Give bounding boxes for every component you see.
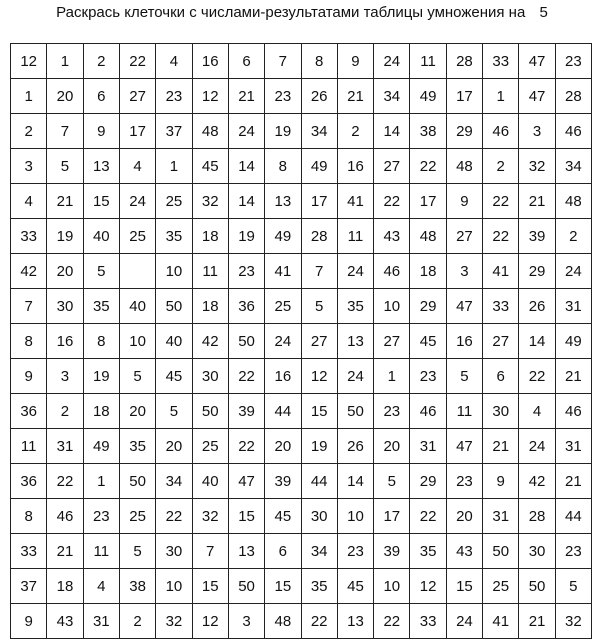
worksheet-title xyxy=(0,2,604,24)
grid-cell[interactable]: 4 xyxy=(156,44,192,79)
grid-cell[interactable]: 47 xyxy=(228,464,264,499)
grid-cell[interactable]: 28 xyxy=(446,44,482,79)
grid-cell[interactable]: 24 xyxy=(374,44,410,79)
grid-cell[interactable]: 21 xyxy=(519,604,555,639)
grid-cell[interactable]: 7 xyxy=(265,44,301,79)
grid-cell[interactable]: 10 xyxy=(156,254,192,289)
grid-cell[interactable]: 24 xyxy=(265,324,301,359)
grid-cell[interactable]: 45 xyxy=(156,359,192,394)
grid-cell[interactable]: 7 xyxy=(301,254,337,289)
grid-cell[interactable]: 9 xyxy=(11,604,47,639)
grid-cell[interactable]: 32 xyxy=(156,604,192,639)
grid-cell[interactable]: 15 xyxy=(83,184,119,219)
grid-cell[interactable]: 4 xyxy=(11,184,47,219)
grid-cell[interactable]: 49 xyxy=(83,429,119,464)
grid-cell[interactable]: 14 xyxy=(519,324,555,359)
grid-cell[interactable]: 8 xyxy=(11,324,47,359)
grid-cell[interactable]: 48 xyxy=(555,184,591,219)
grid-cell[interactable]: 12 xyxy=(192,604,228,639)
grid-row xyxy=(11,44,592,79)
grid-cell[interactable]: 44 xyxy=(555,499,591,534)
title-text: Раскрась клеточки с числами-результатами таблицы умножения на xyxy=(56,4,526,21)
grid-cell[interactable]: 50 xyxy=(192,394,228,429)
grid-cell[interactable]: 10 xyxy=(156,569,192,604)
grid-row xyxy=(11,429,592,464)
grid-cell[interactable]: 17 xyxy=(410,184,446,219)
grid-row xyxy=(11,604,592,639)
grid-cell[interactable]: 11 xyxy=(192,254,228,289)
grid-cell[interactable]: 45 xyxy=(337,569,373,604)
grid-cell[interactable]: 25 xyxy=(192,429,228,464)
grid-row xyxy=(11,499,592,534)
grid-cell[interactable]: 2 xyxy=(11,114,47,149)
grid-cell[interactable]: 24 xyxy=(519,429,555,464)
grid-cell[interactable]: 30 xyxy=(156,534,192,569)
grid-cell[interactable]: 4 xyxy=(83,569,119,604)
grid-cell[interactable]: 20 xyxy=(446,499,482,534)
grid-cell[interactable]: 16 xyxy=(446,324,482,359)
grid-cell[interactable]: 37 xyxy=(11,569,47,604)
grid-cell[interactable]: 33 xyxy=(483,44,519,79)
grid-cell[interactable]: 5 xyxy=(83,254,119,289)
grid-cell[interactable]: 23 xyxy=(156,79,192,114)
grid-cell[interactable]: 36 xyxy=(11,394,47,429)
grid-cell[interactable]: 13 xyxy=(228,534,264,569)
grid-cell[interactable]: 35 xyxy=(410,534,446,569)
grid-cell[interactable]: 41 xyxy=(337,184,373,219)
grid-cell[interactable]: 21 xyxy=(555,464,591,499)
grid-cell[interactable]: 15 xyxy=(446,569,482,604)
grid-cell[interactable]: 23 xyxy=(555,534,591,569)
grid-cell[interactable]: 39 xyxy=(374,534,410,569)
grid-cell[interactable]: 3 xyxy=(11,149,47,184)
grid-cell[interactable]: 33 xyxy=(483,289,519,324)
grid-cell[interactable]: 35 xyxy=(156,219,192,254)
grid-cell[interactable]: 32 xyxy=(192,184,228,219)
grid-cell[interactable]: 18 xyxy=(410,254,446,289)
grid-cell[interactable]: 24 xyxy=(555,254,591,289)
grid-cell[interactable]: 23 xyxy=(337,534,373,569)
grid-cell[interactable]: 25 xyxy=(265,289,301,324)
grid-cell[interactable]: 45 xyxy=(410,324,446,359)
grid-cell[interactable]: 5 xyxy=(374,464,410,499)
grid-row xyxy=(11,149,592,184)
grid-cell[interactable]: 22 xyxy=(483,184,519,219)
grid-cell[interactable]: 27 xyxy=(374,149,410,184)
grid-cell[interactable]: 43 xyxy=(446,534,482,569)
grid-cell[interactable]: 15 xyxy=(301,394,337,429)
grid-cell[interactable]: 12 xyxy=(410,569,446,604)
grid-cell[interactable]: 8 xyxy=(265,149,301,184)
grid-cell[interactable]: 11 xyxy=(11,429,47,464)
grid-cell[interactable]: 18 xyxy=(192,219,228,254)
grid-cell[interactable]: 48 xyxy=(446,149,482,184)
grid-cell[interactable]: 20 xyxy=(119,394,155,429)
grid-cell[interactable]: 27 xyxy=(119,79,155,114)
grid-cell[interactable]: 6 xyxy=(228,44,264,79)
grid-cell[interactable]: 35 xyxy=(119,429,155,464)
grid-cell[interactable]: 31 xyxy=(555,429,591,464)
grid-cell[interactable]: 40 xyxy=(192,464,228,499)
grid-cell[interactable]: 15 xyxy=(265,569,301,604)
grid-cell[interactable]: 17 xyxy=(301,184,337,219)
grid-cell[interactable]: 31 xyxy=(483,499,519,534)
grid-cell[interactable]: 31 xyxy=(83,604,119,639)
grid-cell[interactable]: 27 xyxy=(483,324,519,359)
grid-cell[interactable]: 11 xyxy=(410,44,446,79)
grid-cell[interactable]: 14 xyxy=(374,114,410,149)
grid-cell[interactable]: 2 xyxy=(337,114,373,149)
grid-cell[interactable]: 19 xyxy=(47,219,83,254)
grid-cell[interactable]: 24 xyxy=(337,359,373,394)
grid-cell[interactable]: 28 xyxy=(301,219,337,254)
grid-cell[interactable]: 10 xyxy=(374,289,410,324)
grid-cell[interactable]: 27 xyxy=(301,324,337,359)
grid-cell[interactable]: 22 xyxy=(47,464,83,499)
grid-cell[interactable]: 27 xyxy=(374,324,410,359)
grid-cell[interactable]: 19 xyxy=(228,219,264,254)
grid-cell[interactable]: 33 xyxy=(11,219,47,254)
grid-cell[interactable]: 13 xyxy=(337,324,373,359)
multiplier-value: 5 xyxy=(539,4,548,21)
grid-cell[interactable]: 18 xyxy=(83,394,119,429)
grid-row xyxy=(11,184,592,219)
grid-cell[interactable]: 35 xyxy=(337,289,373,324)
grid-cell[interactable]: 1 xyxy=(47,44,83,79)
grid-cell[interactable]: 30 xyxy=(47,289,83,324)
grid-cell[interactable]: 6 xyxy=(83,79,119,114)
grid-row xyxy=(11,359,592,394)
grid-cell[interactable]: 1 xyxy=(374,359,410,394)
grid-cell[interactable]: 22 xyxy=(119,44,155,79)
grid-cell[interactable]: 8 xyxy=(11,499,47,534)
grid-cell[interactable]: 16 xyxy=(337,149,373,184)
grid-cell[interactable]: 30 xyxy=(301,499,337,534)
grid-cell[interactable]: 21 xyxy=(337,79,373,114)
grid-cell[interactable]: 25 xyxy=(483,569,519,604)
grid-cell[interactable]: 42 xyxy=(11,254,47,289)
grid-cell[interactable]: 50 xyxy=(483,534,519,569)
grid-cell[interactable]: 28 xyxy=(555,79,591,114)
grid-cell[interactable]: 22 xyxy=(410,149,446,184)
grid-cell[interactable]: 50 xyxy=(337,394,373,429)
grid-cell[interactable]: 34 xyxy=(301,534,337,569)
grid-cell[interactable]: 39 xyxy=(265,464,301,499)
grid-cell[interactable]: 3 xyxy=(228,604,264,639)
grid-cell[interactable]: 37 xyxy=(156,114,192,149)
grid-row xyxy=(11,289,592,324)
grid-cell[interactable]: 5 xyxy=(156,394,192,429)
grid-cell[interactable]: 39 xyxy=(519,219,555,254)
grid-cell[interactable]: 33 xyxy=(410,604,446,639)
grid-cell[interactable]: 19 xyxy=(83,359,119,394)
grid-cell[interactable]: 47 xyxy=(446,289,482,324)
grid-row xyxy=(11,79,592,114)
grid-cell[interactable]: 44 xyxy=(265,394,301,429)
grid-cell[interactable]: 27 xyxy=(446,219,482,254)
grid-cell[interactable]: 21 xyxy=(47,534,83,569)
grid-cell[interactable]: 23 xyxy=(555,44,591,79)
grid-cell[interactable]: 46 xyxy=(555,114,591,149)
grid-cell[interactable]: 26 xyxy=(337,429,373,464)
grid-cell[interactable]: 5 xyxy=(47,149,83,184)
grid-cell[interactable]: 30 xyxy=(519,534,555,569)
grid-cell[interactable]: 33 xyxy=(11,534,47,569)
grid-cell[interactable]: 21 xyxy=(47,184,83,219)
grid-cell[interactable]: 23 xyxy=(228,254,264,289)
grid-cell[interactable]: 44 xyxy=(301,464,337,499)
grid-cell[interactable]: 16 xyxy=(265,359,301,394)
grid-cell[interactable]: 31 xyxy=(47,429,83,464)
grid-cell[interactable]: 24 xyxy=(119,184,155,219)
grid-cell[interactable]: 20 xyxy=(47,254,83,289)
grid-cell[interactable]: 5 xyxy=(301,289,337,324)
grid-cell[interactable]: 38 xyxy=(119,569,155,604)
grid-cell[interactable]: 24 xyxy=(446,604,482,639)
grid-cell[interactable]: 39 xyxy=(228,394,264,429)
grid-cell[interactable]: 15 xyxy=(228,499,264,534)
grid-cell[interactable]: 3 xyxy=(519,114,555,149)
grid-cell[interactable]: 23 xyxy=(410,359,446,394)
grid-cell[interactable]: 22 xyxy=(410,499,446,534)
grid-cell[interactable]: 15 xyxy=(192,569,228,604)
grid-cell[interactable]: 10 xyxy=(119,324,155,359)
grid-cell[interactable]: 7 xyxy=(47,114,83,149)
grid-cell[interactable]: 2 xyxy=(47,394,83,429)
grid-cell[interactable]: 4 xyxy=(519,394,555,429)
grid-cell[interactable]: 24 xyxy=(337,254,373,289)
grid-row xyxy=(11,394,592,429)
grid-cell[interactable]: 9 xyxy=(483,464,519,499)
grid-cell[interactable]: 20 xyxy=(156,429,192,464)
grid-cell[interactable]: 49 xyxy=(265,219,301,254)
grid-cell[interactable]: 40 xyxy=(119,289,155,324)
grid-cell[interactable]: 41 xyxy=(483,254,519,289)
grid-row xyxy=(11,569,592,604)
grid-cell[interactable]: 6 xyxy=(265,534,301,569)
grid-cell[interactable]: 26 xyxy=(301,79,337,114)
grid-row xyxy=(11,114,592,149)
grid-cell[interactable]: 48 xyxy=(192,114,228,149)
grid-row xyxy=(11,534,592,569)
grid-cell[interactable]: 50 xyxy=(119,464,155,499)
grid-cell[interactable]: 31 xyxy=(555,289,591,324)
grid-cell[interactable]: 48 xyxy=(410,219,446,254)
grid-cell[interactable]: 1 xyxy=(11,79,47,114)
number-grid xyxy=(10,43,592,639)
grid-cell[interactable]: 19 xyxy=(265,114,301,149)
grid-cell[interactable]: 5 xyxy=(446,359,482,394)
grid-cell[interactable]: 7 xyxy=(192,534,228,569)
grid-cell[interactable]: 1 xyxy=(156,149,192,184)
grid-cell[interactable]: 14 xyxy=(337,464,373,499)
grid-cell[interactable]: 22 xyxy=(483,219,519,254)
grid-cell[interactable]: 35 xyxy=(301,569,337,604)
grid-cell[interactable] xyxy=(119,254,155,289)
grid-row xyxy=(11,324,592,359)
grid-cell[interactable]: 13 xyxy=(83,149,119,184)
grid-cell[interactable]: 13 xyxy=(337,604,373,639)
grid-cell[interactable]: 11 xyxy=(337,219,373,254)
grid-cell[interactable]: 32 xyxy=(519,149,555,184)
grid-cell[interactable]: 5 xyxy=(119,534,155,569)
grid-cell[interactable]: 2 xyxy=(83,44,119,79)
grid-cell[interactable]: 3 xyxy=(47,359,83,394)
grid-cell[interactable]: 45 xyxy=(192,149,228,184)
grid-cell[interactable]: 9 xyxy=(11,359,47,394)
grid-cell[interactable]: 50 xyxy=(228,324,264,359)
grid-cell[interactable]: 43 xyxy=(47,604,83,639)
grid-cell[interactable]: 8 xyxy=(301,44,337,79)
grid-cell[interactable]: 21 xyxy=(555,359,591,394)
grid-cell[interactable]: 3 xyxy=(446,254,482,289)
grid-cell[interactable]: 6 xyxy=(483,359,519,394)
grid-cell[interactable]: 9 xyxy=(446,184,482,219)
grid-cell[interactable]: 19 xyxy=(301,429,337,464)
grid-cell[interactable]: 46 xyxy=(374,254,410,289)
grid-cell[interactable]: 31 xyxy=(410,429,446,464)
grid-cell[interactable]: 21 xyxy=(228,79,264,114)
grid-cell[interactable]: 17 xyxy=(374,499,410,534)
grid-cell[interactable]: 29 xyxy=(410,464,446,499)
grid-cell[interactable]: 41 xyxy=(265,254,301,289)
grid-cell[interactable]: 10 xyxy=(374,569,410,604)
grid-cell[interactable]: 45 xyxy=(265,499,301,534)
grid-cell[interactable]: 25 xyxy=(156,184,192,219)
grid-cell[interactable]: 29 xyxy=(410,289,446,324)
grid-cell[interactable]: 34 xyxy=(374,79,410,114)
grid-cell[interactable]: 11 xyxy=(446,394,482,429)
grid-cell[interactable]: 14 xyxy=(228,149,264,184)
grid-cell[interactable]: 42 xyxy=(519,464,555,499)
grid-cell[interactable]: 47 xyxy=(519,79,555,114)
grid-cell[interactable]: 12 xyxy=(192,79,228,114)
grid-cell[interactable]: 48 xyxy=(265,604,301,639)
grid-cell[interactable]: 26 xyxy=(519,289,555,324)
grid-cell[interactable]: 34 xyxy=(156,464,192,499)
grid-cell[interactable]: 30 xyxy=(192,359,228,394)
grid-cell[interactable]: 2 xyxy=(483,149,519,184)
grid-cell[interactable]: 22 xyxy=(301,604,337,639)
grid-cell[interactable]: 25 xyxy=(119,219,155,254)
grid-cell[interactable]: 22 xyxy=(228,429,264,464)
grid-cell[interactable]: 34 xyxy=(301,114,337,149)
grid-cell[interactable]: 17 xyxy=(119,114,155,149)
grid-cell[interactable]: 24 xyxy=(228,114,264,149)
grid-cell[interactable]: 46 xyxy=(47,499,83,534)
grid-cell[interactable]: 49 xyxy=(555,324,591,359)
grid-cell[interactable]: 50 xyxy=(519,569,555,604)
grid-cell[interactable]: 46 xyxy=(483,114,519,149)
grid-cell[interactable]: 47 xyxy=(519,44,555,79)
grid-cell[interactable]: 46 xyxy=(555,394,591,429)
grid-cell[interactable]: 41 xyxy=(483,604,519,639)
grid-cell[interactable]: 16 xyxy=(192,44,228,79)
grid-cell[interactable]: 21 xyxy=(483,429,519,464)
grid-cell[interactable]: 7 xyxy=(11,289,47,324)
grid-cell[interactable]: 17 xyxy=(446,79,482,114)
grid-cell[interactable]: 22 xyxy=(374,604,410,639)
grid-cell[interactable]: 50 xyxy=(156,289,192,324)
grid-cell[interactable]: 50 xyxy=(228,569,264,604)
grid-cell[interactable]: 20 xyxy=(265,429,301,464)
grid-cell[interactable]: 32 xyxy=(555,604,591,639)
grid-cell[interactable]: 34 xyxy=(555,149,591,184)
grid-cell[interactable]: 12 xyxy=(301,359,337,394)
grid-cell[interactable]: 13 xyxy=(265,184,301,219)
grid-cell[interactable]: 38 xyxy=(410,114,446,149)
grid-cell[interactable]: 5 xyxy=(119,359,155,394)
grid-cell[interactable]: 18 xyxy=(47,569,83,604)
grid-cell[interactable]: 9 xyxy=(337,44,373,79)
grid-row xyxy=(11,464,592,499)
grid-cell[interactable]: 22 xyxy=(519,359,555,394)
grid-cell[interactable]: 22 xyxy=(374,184,410,219)
grid-cell[interactable]: 43 xyxy=(374,219,410,254)
grid-cell[interactable]: 1 xyxy=(83,464,119,499)
grid-cell[interactable]: 16 xyxy=(47,324,83,359)
grid-cell[interactable]: 36 xyxy=(228,289,264,324)
grid-cell[interactable]: 12 xyxy=(11,44,47,79)
grid-cell[interactable]: 22 xyxy=(156,499,192,534)
grid-row xyxy=(11,219,592,254)
grid-cell[interactable]: 29 xyxy=(519,254,555,289)
grid-cell[interactable]: 5 xyxy=(555,569,591,604)
grid-cell[interactable]: 20 xyxy=(374,429,410,464)
grid-cell[interactable]: 9 xyxy=(83,114,119,149)
grid-cell[interactable]: 35 xyxy=(83,289,119,324)
grid-cell[interactable]: 49 xyxy=(301,149,337,184)
grid-cell[interactable]: 23 xyxy=(83,499,119,534)
grid-row xyxy=(11,254,592,289)
grid-cell[interactable]: 47 xyxy=(446,429,482,464)
grid-cell[interactable]: 32 xyxy=(192,499,228,534)
grid-cell[interactable]: 20 xyxy=(47,79,83,114)
grid-cell[interactable]: 10 xyxy=(337,499,373,534)
grid-cell[interactable]: 40 xyxy=(156,324,192,359)
grid-cell[interactable]: 23 xyxy=(265,79,301,114)
grid-cell[interactable]: 8 xyxy=(83,324,119,359)
grid-cell[interactable]: 46 xyxy=(410,394,446,429)
grid-cell[interactable]: 28 xyxy=(519,499,555,534)
grid-cell[interactable]: 25 xyxy=(119,499,155,534)
grid-cell[interactable]: 23 xyxy=(446,464,482,499)
grid-cell[interactable]: 40 xyxy=(83,219,119,254)
grid-cell[interactable]: 36 xyxy=(11,464,47,499)
grid-cell[interactable]: 22 xyxy=(228,359,264,394)
grid-cell[interactable]: 1 xyxy=(483,79,519,114)
grid-cell[interactable]: 23 xyxy=(374,394,410,429)
grid-cell[interactable]: 29 xyxy=(446,114,482,149)
grid-cell[interactable]: 11 xyxy=(83,534,119,569)
grid-cell[interactable]: 4 xyxy=(119,149,155,184)
grid-cell[interactable]: 21 xyxy=(519,184,555,219)
grid-cell[interactable]: 18 xyxy=(192,289,228,324)
grid-cell[interactable]: 2 xyxy=(555,219,591,254)
grid-cell[interactable]: 30 xyxy=(483,394,519,429)
grid-cell[interactable]: 42 xyxy=(192,324,228,359)
grid-cell[interactable]: 2 xyxy=(119,604,155,639)
grid-cell[interactable]: 14 xyxy=(228,184,264,219)
grid-cell[interactable]: 49 xyxy=(410,79,446,114)
